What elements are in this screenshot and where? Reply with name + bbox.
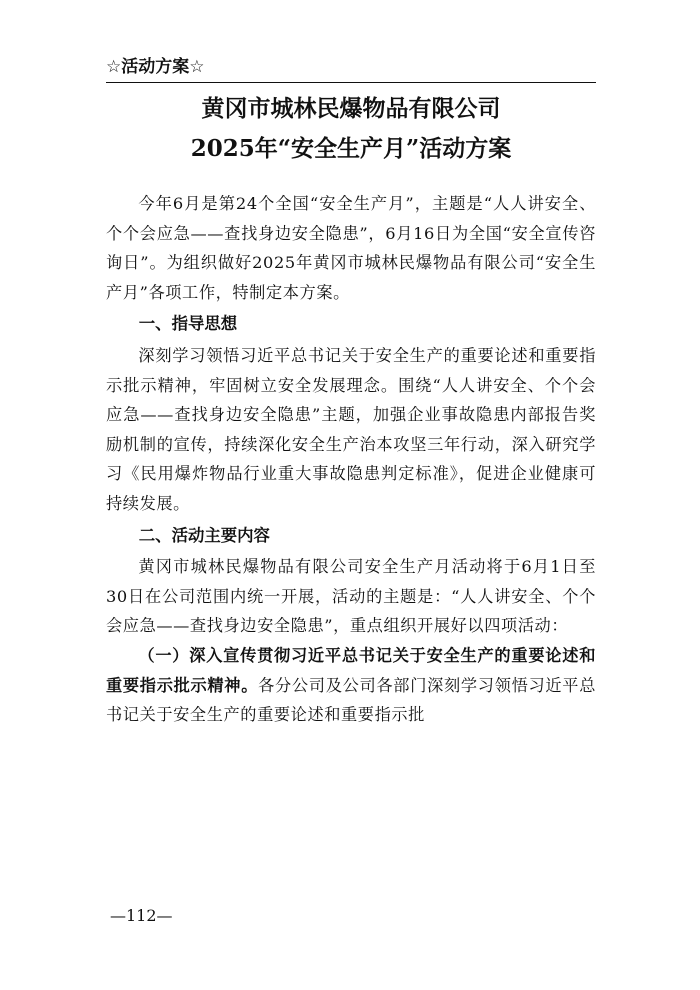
title-line-2: 2025年“安全生产月”活动方案 [190,135,512,162]
page-number: —112— [110,906,173,925]
document-page [106,55,596,730]
section-1-heading: 一、指导思想 [138,314,238,334]
intro-paragraph: 今年6月是第24个全国“安全生产月”，主题是“人人讲安全、个个会应急——查找身边安全隐患”，6月16日为全国“安全宣传咨询日”。为组织做好2025年黄冈市城林民爆物品有限公司“安全生产月”各项工作，特制定本方案。 [106,194,596,302]
item-1-body: 各分公司及公司各部门深刻学习领悟习近平总书记关于安全生产的重要论述和重要指示批 [106,675,596,725]
section-2-paragraph: 黄冈市城林民爆物品有限公司安全生产月活动将于6月1日至30日在公司范围内统一开展，活动的主题是：“人人讲安全、个个会应急——查找身边安全隐患”，重点组织开展好以四项活动： [106,557,596,636]
item-1-heading: （一）深入宣传贯彻习近平总书记关于安全生产的重要论述和重要指示批示精神。 [106,645,596,695]
section-tag: ☆活动方案☆ [106,55,596,83]
section-2-heading: 二、活动主要内容 [138,525,270,545]
section-1-paragraph: 深刻学习领悟习近平总书记关于安全生产的重要论述和重要指示批示精神，牢固树立安全发展理念。围绕“人人讲安全、个个会应急——查找身边安全隐患”主题，加强企业事故隐患内部报告奖励机制的宣传，持续深化安全生产治本攻坚三年行动，深入研究学习《民用爆炸物品行业重大事故隐患判定标准》，促进企业健康可持续发展。 [106,345,596,513]
item-1-paragraph [106,641,596,730]
title-line-1: 黄冈市城林民爆物品有限公司 [201,95,501,122]
document-title [106,91,596,167]
